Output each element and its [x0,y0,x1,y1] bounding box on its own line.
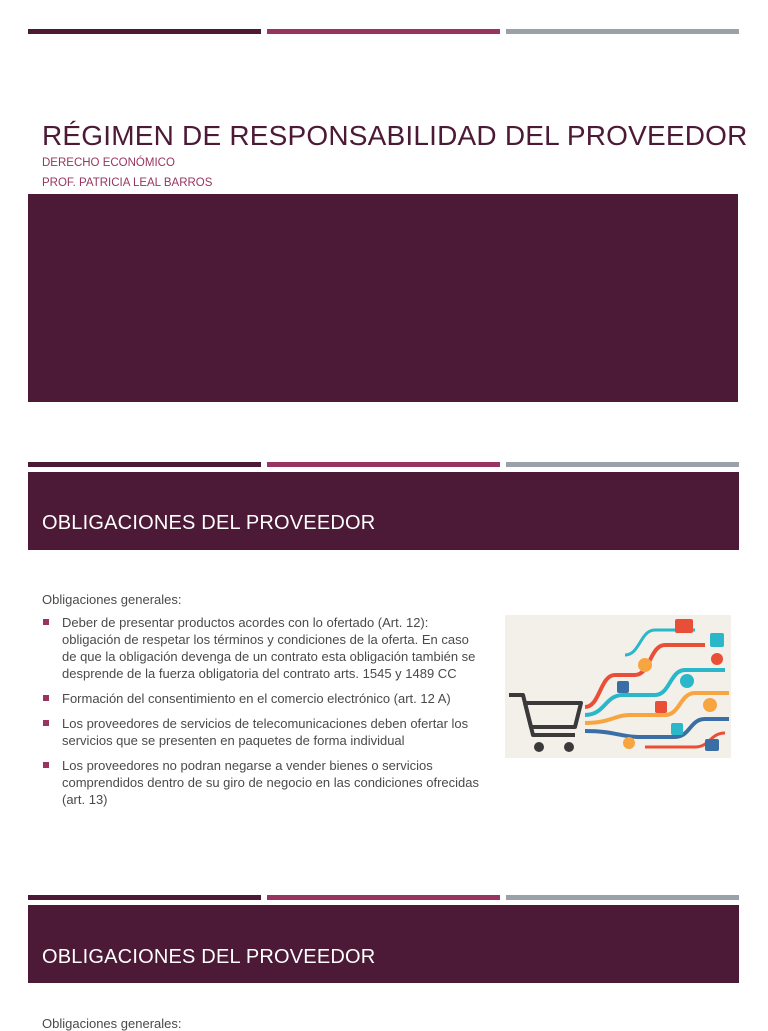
section-heading: OBLIGACIONES DEL PROVEEDOR [42,512,376,534]
accent-bar-mid [267,29,500,34]
intro-text: Obligaciones generales: [42,1016,182,1031]
professor-subtitle: PROF. PATRICIA LEAL BARROS [42,177,213,189]
intro-text: Obligaciones generales: [42,592,182,607]
section-heading: OBLIGACIONES DEL PROVEEDOR [42,946,376,968]
accent-bar-mid [267,462,500,467]
accent-bar-dark [28,895,261,900]
accent-bar-grey [506,895,739,900]
section-header-band [28,905,739,983]
list-item: Formación del consentimiento en el comercio electrónico (art. 12 A) [42,690,482,707]
bullet-square-icon [43,695,49,701]
accent-bar-grey [506,462,739,467]
shopping-cart-network-icon [505,615,731,758]
course-subtitle: DERECHO ECONÓMICO [42,157,175,169]
accent-bar-dark [28,29,261,34]
slide-title: RÉGIMEN DE RESPONSABILIDAD DEL PROVEEDOR [42,120,748,151]
bullet-square-icon [43,762,49,768]
accent-bar-mid [267,895,500,900]
list-item: Los proveedores no podran negarse a vender bienes o servicios comprendidos dentro de su giro de negocio en las condiciones ofrecidas (art. 13) [42,757,482,808]
list-item: Los proveedores de servicios de telecomunicaciones deben ofertar los servicios que se presenten en paquetes de forma individual [42,715,482,749]
bullet-square-icon [43,619,49,625]
accent-bar-grey [506,29,739,34]
hero-panel [28,194,738,402]
list-item: Deber de presentar productos acordes con lo ofertado (Art. 12): obligación de respetar los términos y condiciones de la oferta. En caso de que la obligación devenga de un contrato esta obligación también se desprende de la fuerza obligatoria del contrato arts. 1545 y 1489 CC [42,614,482,682]
section-header-band [28,472,739,550]
bullet-square-icon [43,720,49,726]
accent-bar-dark [28,462,261,467]
obligations-list [42,614,482,816]
